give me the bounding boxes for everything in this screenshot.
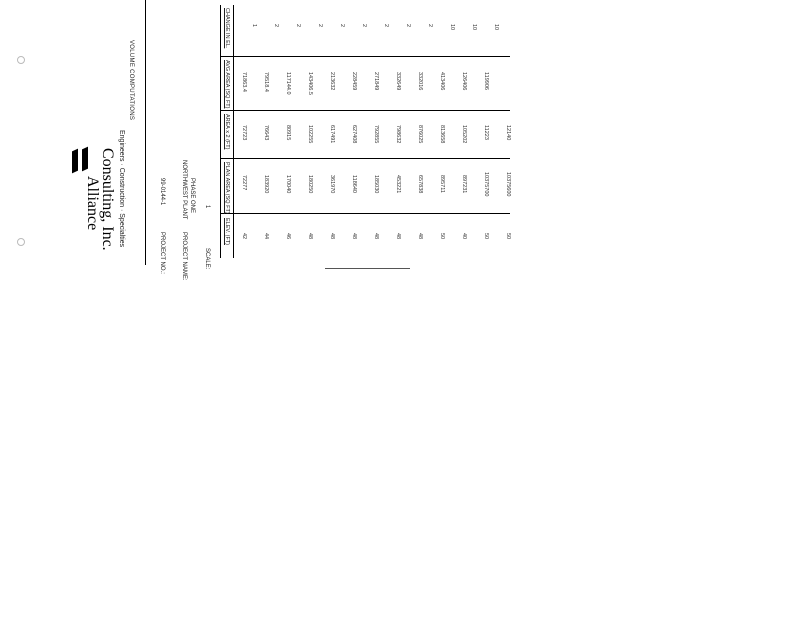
cell-avg-area: 228459 <box>351 72 357 91</box>
cell-change-in-el: 2 <box>317 24 323 28</box>
cell-plan-area: 183920 <box>263 175 269 194</box>
punch-hole-top <box>17 56 25 64</box>
cell-avg-area: 143406.5 <box>307 72 313 95</box>
cell-plan-area: 657838 <box>417 175 423 194</box>
cell-change-in-el: 2 <box>383 24 389 28</box>
cell-area-x2: 102255 <box>307 125 313 144</box>
cell-elevation: 48 <box>417 233 423 240</box>
project-name-value-1: NORTHWEST PLANT <box>181 160 187 220</box>
table-column-divider-1 <box>220 213 510 214</box>
cell-elevation: 40 <box>461 233 467 240</box>
project-name-value-2: PHASE ONE <box>189 178 195 214</box>
logo-bar-1 <box>72 149 78 174</box>
cell-area-x2: 11223 <box>483 125 489 140</box>
cell-plan-area: 185030 <box>373 175 379 194</box>
cell-avg-area: 79518.4 <box>263 72 269 92</box>
header-divider <box>145 0 146 265</box>
cell-area-x2: 80915 <box>285 125 291 141</box>
header-avg-area: AVG AREA (SQ FT) <box>224 60 230 109</box>
company-name-line2: Consulting, Inc. <box>99 148 116 251</box>
cell-elevation: 50 <box>439 233 445 240</box>
cell-area-x2: 12140 <box>505 125 511 141</box>
cell-elevation: 46 <box>285 233 291 240</box>
scale-value: 1 <box>204 205 210 209</box>
cell-area-x2: 76643 <box>263 125 269 141</box>
project-number-label: PROJECT NO.: <box>159 232 165 274</box>
cell-plan-area: 453221 <box>395 175 401 194</box>
cell-change-in-el: 2 <box>405 24 411 28</box>
scale-label: SCALE: <box>204 248 210 270</box>
cell-elevation: 50 <box>505 233 511 240</box>
header-change-in-el: CHANGE IN EL. <box>224 8 230 49</box>
header-elevation: ELEV. (FT) <box>224 218 230 245</box>
cell-plan-area: 897231 <box>461 175 467 194</box>
cell-elevation: 42 <box>241 233 247 240</box>
cell-plan-area: 170040 <box>285 175 291 194</box>
cell-plan-area: 180250 <box>307 175 313 194</box>
cell-avg-area: 126406 <box>461 72 467 91</box>
cell-change-in-el: 2 <box>273 24 279 28</box>
cell-change-in-el: 2 <box>295 24 301 28</box>
punch-hole-bottom <box>17 238 25 246</box>
table-right-border <box>220 5 221 6</box>
project-name-label: PROJECT NAME: <box>181 232 187 281</box>
cell-avg-area: 71863.4 <box>241 72 247 92</box>
cell-elevation: 48 <box>395 233 401 240</box>
header-plan-area: PLAN AREA (SQ FT) <box>224 162 230 214</box>
table-column-divider-3 <box>220 110 510 111</box>
cell-elevation: 44 <box>263 233 269 240</box>
cell-area-x2: 876025 <box>417 125 423 144</box>
cell-plan-area: 10375600 <box>505 172 511 197</box>
cell-elevation: 50 <box>483 233 489 240</box>
cell-avg-area: 213632 <box>329 72 335 91</box>
cell-plan-area: 895711 <box>439 175 445 193</box>
table-header-divider <box>233 5 234 258</box>
cell-elevation: 48 <box>329 233 335 240</box>
cell-change-in-el: 1 <box>251 24 257 28</box>
cell-plan-area: 10375700 <box>483 172 489 197</box>
cell-elevation: 48 <box>373 233 379 240</box>
table-column-divider-4 <box>220 56 510 57</box>
cell-change-in-el: 2 <box>361 24 367 28</box>
cell-area-x2: 617491 <box>329 125 335 144</box>
cell-area-x2: 72723 <box>241 125 247 141</box>
cell-change-in-el: 2 <box>339 24 345 28</box>
cell-plan-area: 72277 <box>241 175 247 191</box>
cell-avg-area: 117144.0 <box>285 72 291 95</box>
cell-area-x2: 105202 <box>461 125 467 144</box>
cell-avg-area: 271849 <box>373 72 379 91</box>
cell-plan-area: 361970 <box>329 175 335 194</box>
project-number-value: 99-0144-1 <box>159 178 165 206</box>
cell-avg-area: 332649 <box>395 72 401 91</box>
company-tagline: Engineers · Construction · Specialties <box>118 130 125 248</box>
cell-change-in-el: 10 <box>493 24 499 31</box>
cell-avg-area: 119906 <box>483 72 489 90</box>
cell-area-x2: 813658 <box>439 125 445 144</box>
table-column-divider-2 <box>220 158 510 159</box>
cell-area-x2: 798632 <box>395 125 401 144</box>
document-title: VOLUME COMPUTATIONS <box>128 40 134 121</box>
cell-area-x2: 627408 <box>351 125 357 144</box>
header-area-x2: AREA x 2 (FT) <box>224 114 230 150</box>
cell-elevation: 48 <box>307 233 313 240</box>
cell-area-x2: 792855 <box>373 125 379 144</box>
cell-change-in-el: 2 <box>427 24 433 28</box>
cell-avg-area: 413406 <box>439 72 445 91</box>
cell-elevation: 48 <box>351 233 357 240</box>
cell-change-in-el: 10 <box>471 24 477 31</box>
cell-avg-area: 332016 <box>417 72 423 91</box>
table-left-border <box>220 5 221 258</box>
logo-bar-2 <box>82 147 88 172</box>
company-name-line1: Alliance <box>84 176 101 231</box>
table-bottom-rule <box>325 268 410 269</box>
cell-change-in-el: 10 <box>449 24 455 31</box>
cell-plan-area: 118640 <box>351 175 357 193</box>
